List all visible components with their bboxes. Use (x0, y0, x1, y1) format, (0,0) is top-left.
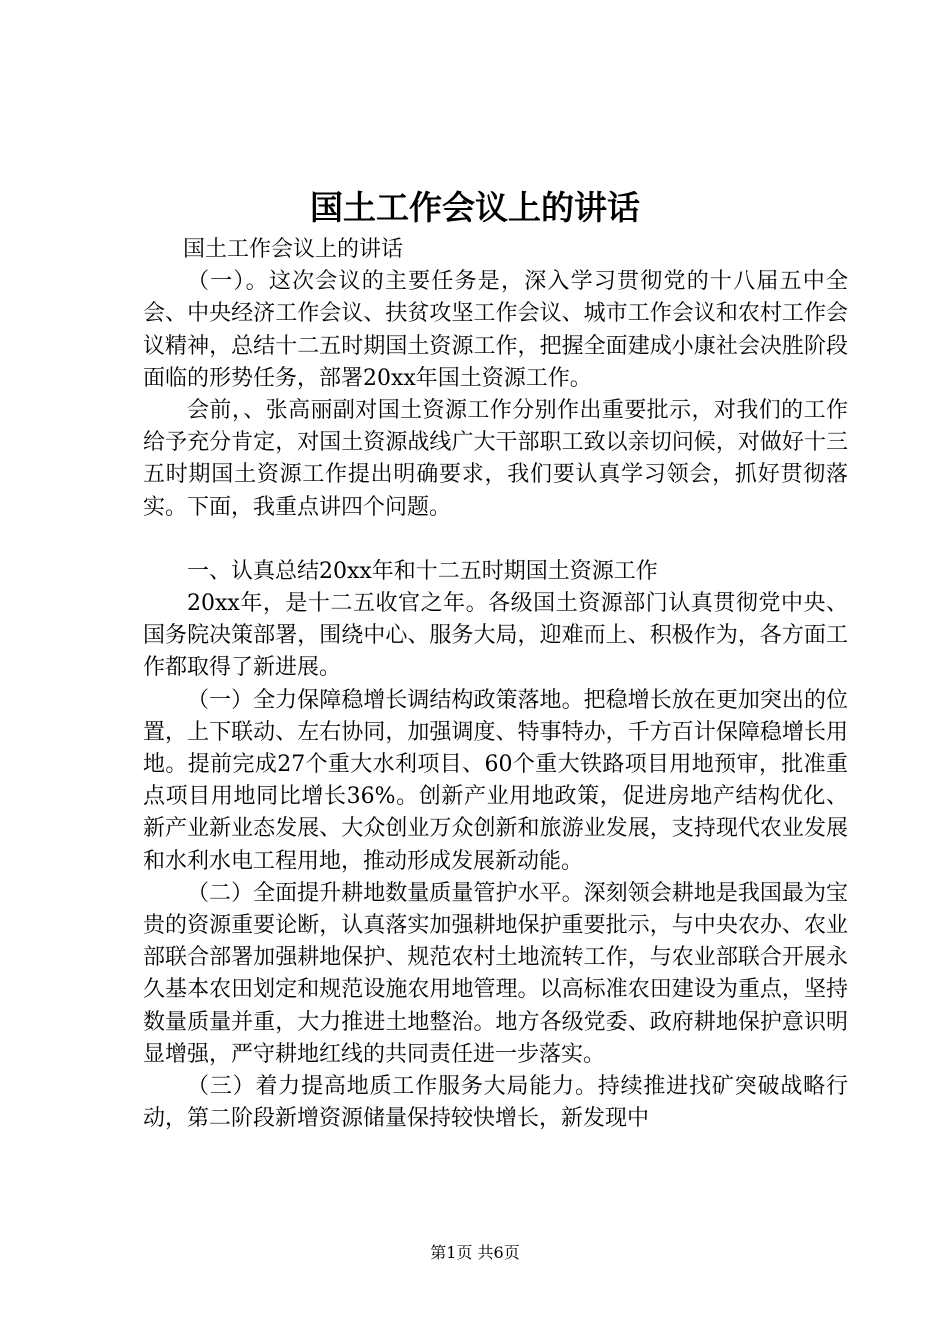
document-subtitle: 国土工作会议上的讲话 (183, 237, 404, 262)
document-title: 国土工作会议上的讲话 (310, 188, 640, 227)
paragraph: （一）。这次会议的主要任务是，深入学习贯彻党的十八届五中全会、中央经济工作会议、扶贫攻坚工作会议、城市工作会议和农村工作会议精神，总结十二五时期国土资源工作，把握全面建成小康社会决胜阶段面临的形势任务，部署20xx年国土资源工作。 (143, 269, 848, 391)
paragraph: 会前，、张高丽副对国土资源工作分别作出重要批示，对我们的工作给予充分肯定，对国土资源战线广大干部职工致以亲切问候，对做好十三五时期国土资源工作提出明确要求，我们要认真学习领会，抓好贯彻落实。下面，我重点讲四个问题。 (143, 398, 848, 520)
page-number-footer: 第1页 共6页 (430, 1243, 520, 1262)
paragraph: （二）全面提升耕地数量质量管护水平。深刻领会耕地是我国最为宝贵的资源重要论断，认真落实加强耕地保护重要批示，与中央农办、农业部联合部署加强耕地保护、规范农村土地流转工作，与农业部联合开展永久基本农田划定和规范设施农用地管理。以高标准农田建设为重点，坚持数量质量并重，大力推进土地整治。地方各级党委、政府耕地保护意识明显增强，严守耕地红线的共同责任进一步落实。 (143, 880, 848, 1067)
paragraph: 20xx年，是十二五收官之年。各级国土资源部门认真贯彻党中央、国务院决策部署，围绕中心、服务大局，迎难而上、积极作为，各方面工作都取得了新进展。 (143, 591, 848, 681)
paragraph: （三）着力提高地质工作服务大局能力。持续推进找矿突破战略行动，第二阶段新增资源储量保持较快增长，新发现中 (143, 1074, 848, 1132)
document-body (143, 234, 848, 1135)
paragraph: （一）全力保障稳增长调结构政策落地。把稳增长放在更加突出的位置，上下联动、左右协同，加强调度、特事特办，千方百计保障稳增长用地。提前完成27个重大水利项目、60个重大铁路项目用地预审，批准重点项目用地同比增长36%。创新产业用地政策，促进房地产结构优化、新产业新业态发展、大众创业万众创新和旅游业发展，支持现代农业发展和水利水电工程用地，推动形成发展新动能。 (143, 687, 848, 874)
paragraph-spacer (143, 524, 848, 556)
section-heading: 一、认真总结20xx年和十二五时期国土资源工作 (187, 558, 658, 584)
